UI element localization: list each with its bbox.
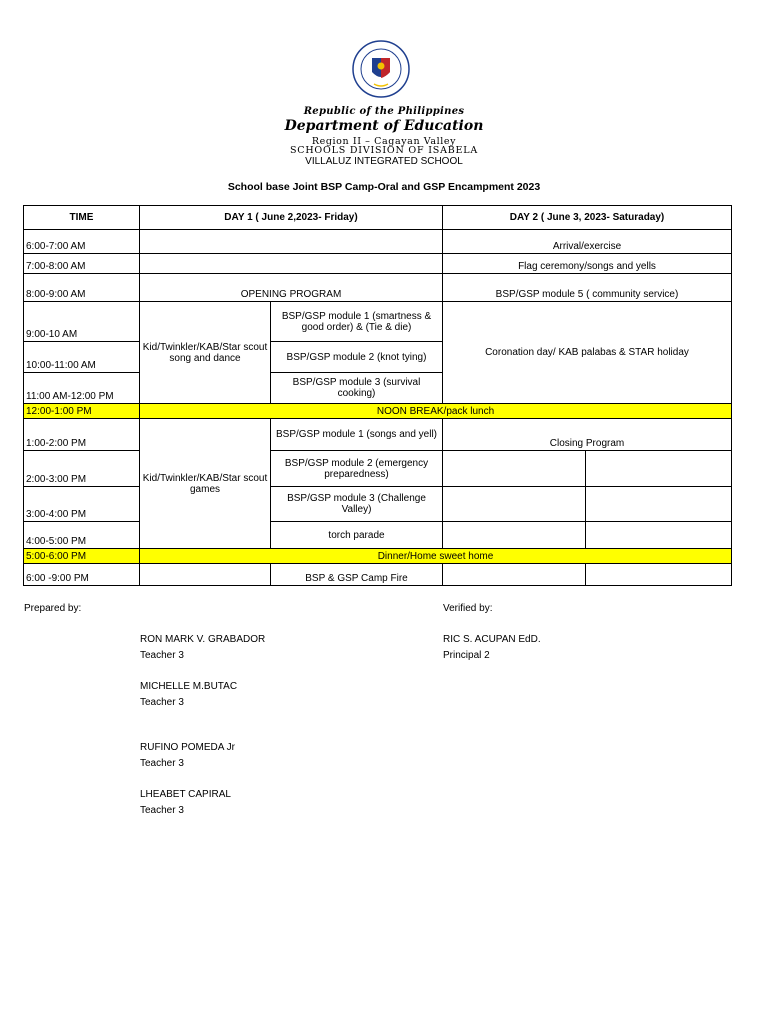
time-cell: 11:00 AM-12:00 PM xyxy=(24,373,140,404)
deped-seal-logo xyxy=(352,40,410,98)
table-row xyxy=(24,487,732,522)
school-name: VILLALUZ INTEGRATED SCHOOL xyxy=(305,156,463,167)
schedule-cell: OPENING PROGRAM xyxy=(140,274,443,302)
time-cell: 2:00-3:00 PM xyxy=(24,451,140,487)
empty-cell xyxy=(140,230,443,254)
time-cell: 12:00-1:00 PM xyxy=(24,404,140,419)
time-cell: 3:00-4:00 PM xyxy=(24,487,140,522)
time-cell: 7:00-8:00 AM xyxy=(24,254,140,274)
table-header-row xyxy=(24,206,732,230)
schedule-cell: BSP & GSP Camp Fire xyxy=(271,564,443,586)
schedule-cell: BSP/GSP module 3 (Challenge Valley) xyxy=(271,487,443,522)
schedule-cell: BSP/GSP module 2 (emergency preparedness) xyxy=(271,451,443,487)
table-row xyxy=(24,254,732,274)
schedule-cell: BSP/GSP module 5 ( community service) xyxy=(443,274,732,302)
signatory-block xyxy=(140,679,237,710)
time-cell: 10:00-11:00 AM xyxy=(24,342,140,373)
prepared-by-label: Prepared by: xyxy=(24,603,82,614)
schedule-cell: NOON BREAK/pack lunch xyxy=(140,404,732,419)
schedule-cell: BSP/GSP module 3 (survival cooking) xyxy=(271,373,443,404)
verifier-block xyxy=(443,632,541,663)
signatory-title: Teacher 3 xyxy=(140,757,184,769)
document-title: School base Joint BSP Camp-Oral and GSP Encampment 2023 xyxy=(227,181,541,193)
table-row xyxy=(24,522,732,549)
signatory-title: Teacher 3 xyxy=(140,804,184,816)
table-row xyxy=(24,230,732,254)
signatory-name: LHEABET CAPIRAL xyxy=(140,789,231,800)
table-row xyxy=(24,274,732,302)
republic-line: Republic of the Philippines xyxy=(303,106,465,117)
schedule-cell: Kid/Twinkler/KAB/Star scout song and dance xyxy=(140,302,271,404)
table-row xyxy=(24,404,732,419)
schedule-cell: Flag ceremony/songs and yells xyxy=(443,254,732,274)
empty-cell xyxy=(586,487,732,522)
verifier-title: Principal 2 xyxy=(443,649,490,661)
schedule-cell: BSP/GSP module 2 (knot tying) xyxy=(271,342,443,373)
empty-cell xyxy=(443,522,586,549)
empty-cell xyxy=(586,564,732,586)
time-cell: 6:00 -9:00 PM xyxy=(24,564,140,586)
empty-cell xyxy=(443,564,586,586)
schedule-cell: Kid/Twinkler/KAB/Star scout games xyxy=(140,419,271,549)
col-header-time: TIME xyxy=(24,206,140,230)
schedule-cell: BSP/GSP module 1 (smartness & good order) & (Tie & die) xyxy=(271,302,443,342)
time-cell: 6:00-7:00 AM xyxy=(24,230,140,254)
time-cell: 9:00-10 AM xyxy=(24,302,140,342)
empty-cell xyxy=(443,487,586,522)
signatory-block xyxy=(140,787,231,818)
time-cell: 1:00-2:00 PM xyxy=(24,419,140,451)
verifier-name: RIC S. ACUPAN EdD. xyxy=(443,634,541,645)
schedule-cell: Arrival/exercise xyxy=(443,230,732,254)
region-line: Region II – Cagayan Valley xyxy=(311,136,457,147)
department-line: Department of Education xyxy=(284,118,484,134)
table-row xyxy=(24,549,732,564)
col-header-day1: DAY 1 ( June 2,2023- Friday) xyxy=(140,206,443,230)
signatory-title: Teacher 3 xyxy=(140,696,184,708)
schedule-table xyxy=(23,205,732,586)
table-row xyxy=(24,564,732,586)
schedule-cell: Coronation day/ KAB palabas & STAR holiday xyxy=(443,302,732,404)
empty-cell xyxy=(443,451,586,487)
empty-cell xyxy=(140,564,271,586)
schedule-cell: torch parade xyxy=(271,522,443,549)
time-cell: 4:00-5:00 PM xyxy=(24,522,140,549)
signatory-block xyxy=(140,740,235,771)
empty-cell xyxy=(140,254,443,274)
signatory-name: RUFINO POMEDA Jr xyxy=(140,742,236,753)
schedule-cell: BSP/GSP module 1 (songs and yell) xyxy=(271,419,443,451)
time-cell: 5:00-6:00 PM xyxy=(24,549,140,564)
table-row xyxy=(24,419,732,451)
schedule-cell: Dinner/Home sweet home xyxy=(140,549,732,564)
signatory-name: MICHELLE M.BUTAC xyxy=(140,681,238,692)
empty-cell xyxy=(586,451,732,487)
time-cell: 8:00-9:00 AM xyxy=(24,274,140,302)
verified-by-label: Verified by: xyxy=(443,603,493,614)
table-row xyxy=(24,451,732,487)
division-line: SCHOOLS DIVISION OF ISABELA xyxy=(289,145,479,156)
signatory-block xyxy=(140,632,265,663)
table-row xyxy=(24,302,732,342)
schedule-cell: Closing Program xyxy=(443,419,732,451)
signatory-title: Teacher 3 xyxy=(140,649,184,661)
signatory-name: RON MARK V. GRABADOR xyxy=(140,634,266,645)
empty-cell xyxy=(586,522,732,549)
col-header-day2: DAY 2 ( June 3, 2023- Saturaday) xyxy=(443,206,732,230)
